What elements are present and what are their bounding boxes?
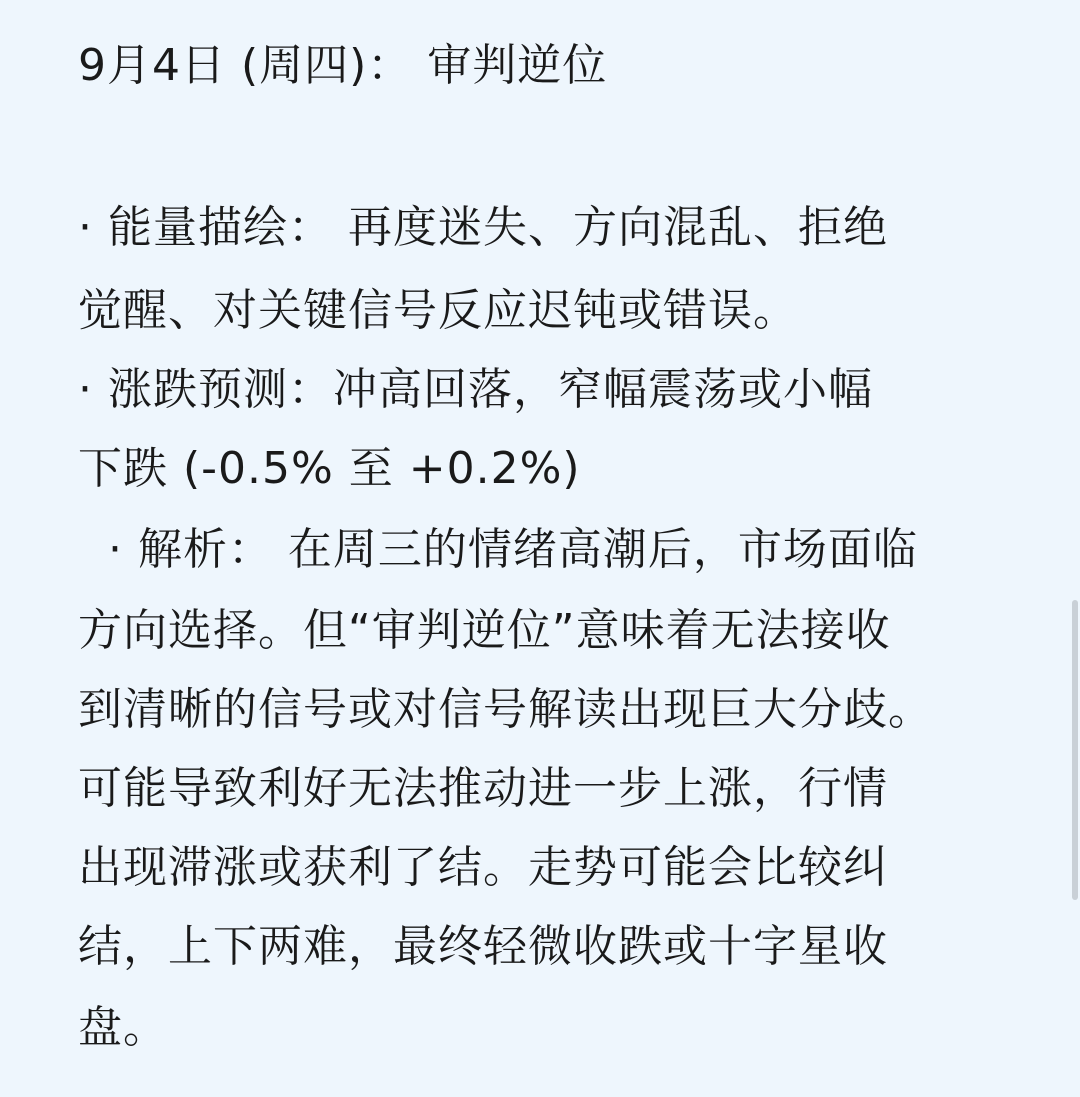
scrollbar-thumb[interactable] — [1072, 600, 1078, 900]
analysis-line-2: 方向选择。但“审判逆位”意味着无法接收 — [78, 605, 891, 656]
energy-line-1: · 能量描绘： 再度迷失、方向混乱、拒绝 — [78, 202, 888, 253]
analysis-line-1: · 解析： 在周三的情绪高潮后，市场面临 — [78, 524, 918, 575]
energy-line-2: 觉醒、对关键信号反应迟钝或错误。 — [78, 285, 798, 336]
analysis-line-3: 到清晰的信号或对信号解读出现巨大分歧。 — [78, 684, 933, 735]
forecast-line-2: 下跌 (-0.5% 至 +0.2%) — [78, 443, 581, 494]
analysis-line-7: 盘。 — [78, 1002, 168, 1053]
forecast-line-1: · 涨跌预测：冲高回落，窄幅震荡或小幅 — [78, 364, 873, 415]
note-title: 9月4日 (周四)： 审判逆位 — [78, 40, 608, 91]
analysis-line-5: 出现滞涨或获利了结。走势可能会比较纠 — [78, 842, 888, 893]
analysis-line-6: 结，上下两难，最终轻微收跌或十字星收 — [78, 921, 888, 972]
analysis-line-4: 可能导致利好无法推动进一步上涨，行情 — [78, 763, 888, 814]
